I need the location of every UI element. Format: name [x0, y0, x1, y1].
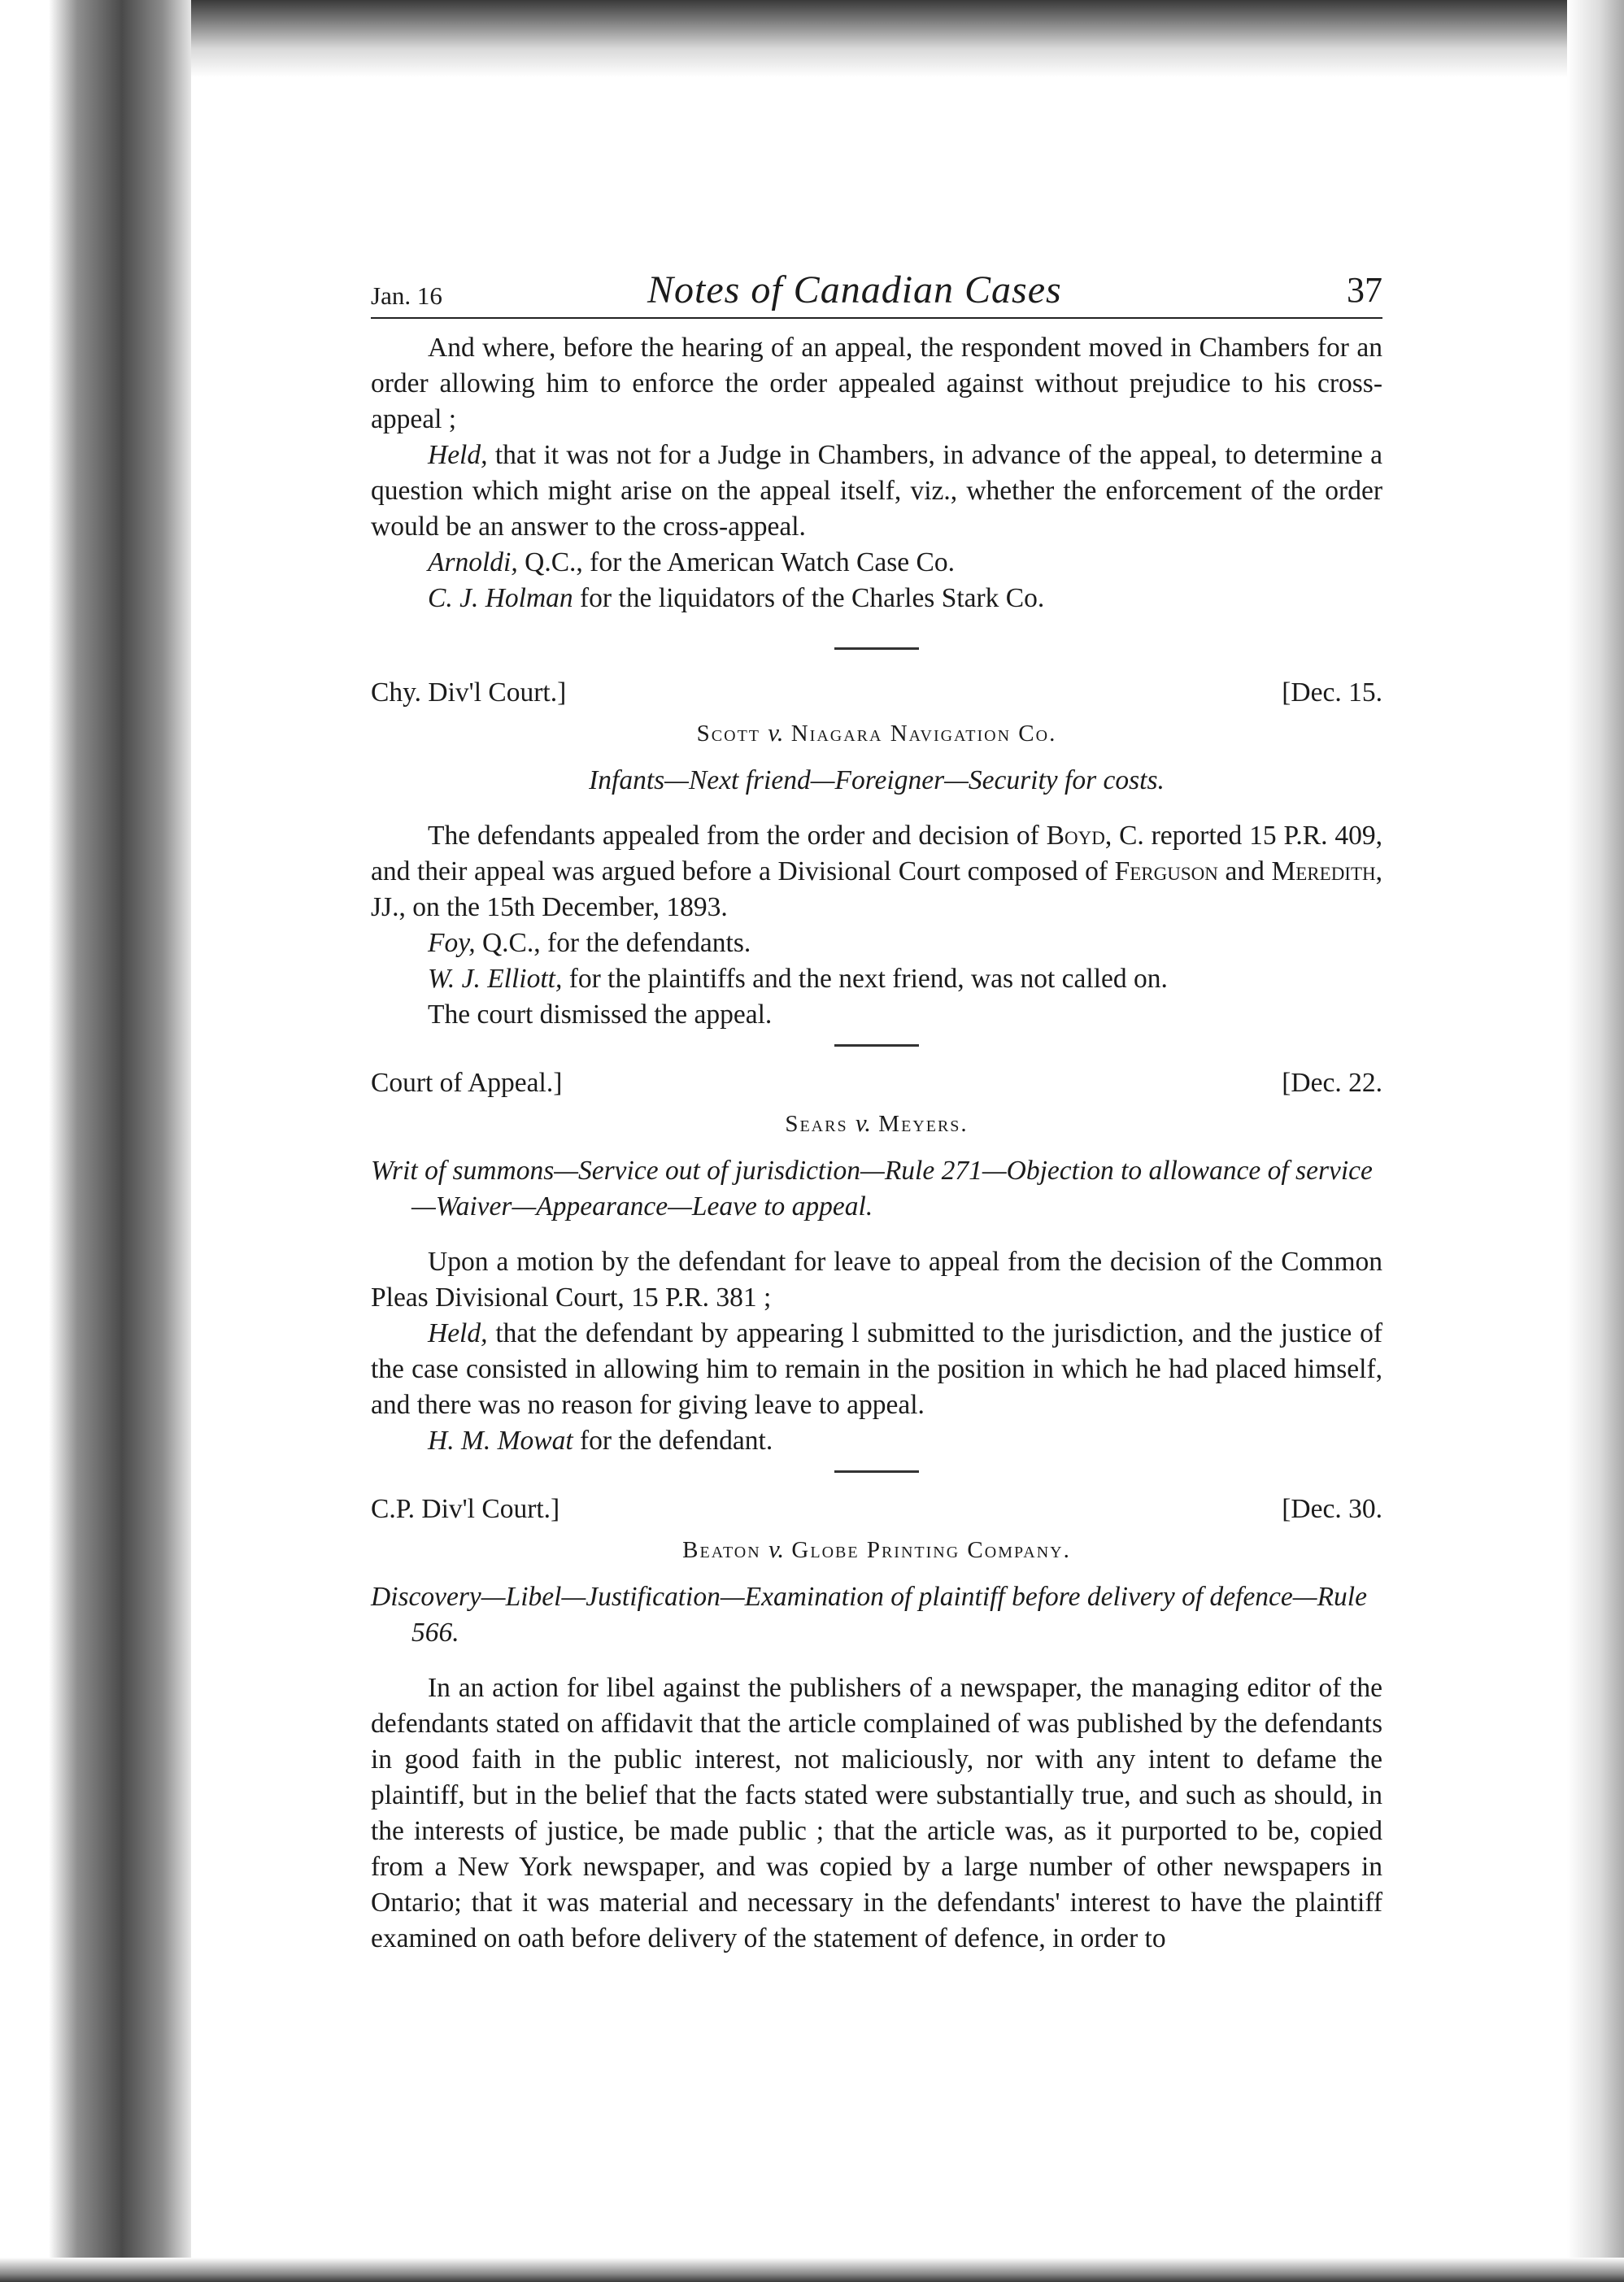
- paragraph-text: that it was not for a Judge in Chambers, in advance of the appeal, to determine a question which might arise on the appeal itself, viz., whether the enforcement of the order would be an answer to the cross-appeal.: [371, 440, 1382, 542]
- page-number: 37: [1347, 270, 1382, 310]
- case-beaton-v-globe: [371, 1491, 1382, 1957]
- judge-name: Ferguson: [1114, 856, 1218, 886]
- section-divider: [834, 1470, 919, 1473]
- party-name: Meyers.: [878, 1111, 969, 1137]
- party-name: Niagara Navigation Co.: [790, 721, 1057, 747]
- counsel-line: [371, 961, 1382, 997]
- counsel-line: [371, 1423, 1382, 1459]
- section-divider: [834, 1044, 919, 1047]
- document-page: [371, 260, 1382, 1957]
- headnote: Writ of summons—Service out of jurisdiction—Rule 271—Objection to allowance of service—Waiver—Appearance—Leave to appeal.: [371, 1156, 1373, 1222]
- judge-name: Meredith: [1271, 856, 1376, 886]
- counsel-line: [371, 925, 1382, 961]
- headnote: Infants—Next friend—Foreigner—Security for costs.: [589, 765, 1165, 795]
- party-name: Scott: [696, 721, 761, 747]
- held-label: Held,: [428, 440, 488, 470]
- party-name: Sears: [785, 1111, 848, 1137]
- counsel-name: H. M. Mowat: [428, 1426, 573, 1456]
- counsel-name: Arnoldi,: [428, 547, 518, 577]
- court-line: [371, 674, 1382, 712]
- scan-shadow-bottom: [0, 2258, 1624, 2282]
- headnote: Discovery—Libel—Justification—Examination of plaintiff before delivery of defence—Rule 566.: [371, 1582, 1367, 1648]
- section-divider: [834, 647, 919, 650]
- scan-shadow-right: [1567, 0, 1624, 2282]
- scan-shadow-left: [0, 0, 191, 2282]
- party-name: Globe Printing Company.: [791, 1537, 1071, 1563]
- versus: v.: [768, 1535, 785, 1563]
- paragraph: Upon a motion by the defendant for leave to appeal from the decision of the Common Pleas Divisional Court, 15 P.R. 381 ;: [371, 1247, 1382, 1313]
- counsel-text: for the defendant.: [573, 1426, 773, 1456]
- court-name: Chy. Div'l Court.]: [371, 677, 567, 708]
- text-run: , JJ., on the 15th December, 1893.: [371, 856, 1382, 922]
- counsel-text: Q.C., for the defendants.: [475, 928, 751, 958]
- court-name: C.P. Div'l Court.]: [371, 1494, 560, 1524]
- paragraph: [371, 1316, 1382, 1423]
- counsel-name: W. J. Elliott,: [428, 964, 563, 994]
- counsel-name: Foy,: [428, 928, 476, 958]
- case-date: [Dec. 22.: [1282, 1068, 1382, 1098]
- counsel-text: Q.C., for the American Watch Case Co.: [517, 547, 955, 577]
- text-run: , C. reported 15 P.R. 409, and their appeal was argued before a Divisional Court composed of: [371, 821, 1382, 886]
- party-name: Beaton: [682, 1537, 761, 1563]
- case-title: [371, 1531, 1382, 1568]
- case-date: [Dec. 30.: [1282, 1494, 1382, 1524]
- court-line: [371, 1491, 1382, 1528]
- text-run: The defendants appealed from the order and decision of: [428, 821, 1047, 851]
- running-head-title: Notes of Canadian Cases: [647, 268, 1062, 311]
- counsel-text: for the liquidators of the Charles Stark Co.: [573, 583, 1045, 613]
- case-sears-v-meyers: [371, 1065, 1382, 1459]
- counsel-name: C. J. Holman: [428, 583, 573, 613]
- judge-name: Boyd: [1046, 821, 1105, 851]
- versus: v.: [855, 1108, 872, 1137]
- section-continued: [371, 330, 1382, 616]
- court-line: [371, 1065, 1382, 1102]
- versus: v.: [768, 718, 784, 747]
- case-title: [371, 715, 1382, 751]
- paragraph: [371, 438, 1382, 545]
- paragraph: The court dismissed the appeal.: [428, 999, 773, 1030]
- paragraph: [371, 818, 1382, 925]
- case-date: [Dec. 15.: [1282, 677, 1382, 708]
- court-name: Court of Appeal.]: [371, 1068, 563, 1098]
- case-scott-v-niagara: [371, 674, 1382, 1033]
- paragraph: In an action for libel against the publishers of a newspaper, the managing editor of the defendants stated on affidavit that the article complained of was published by the defendants in good faith in the public interest, not maliciously, nor with any intent to defame the plaintiff, but in the belief that the facts stated were substantially true, and such as should, in the interests of justice, be made public ; that the article was, as it purported to be, copied from a New York newspaper, and was copied by a large number of other newspapers in Ontario; that it was material and necessary in the defendants' interest to have the plaintiff examined on oath before delivery of the statement of defence, in order to: [371, 1673, 1382, 1953]
- paragraph-text: that the defendant by appearing l submitted to the jurisdiction, and the justice of the case consisted in allowing him to remain in the position in which he had placed himself, and there was no reason for giving leave to appeal.: [371, 1318, 1382, 1420]
- held-label: Held,: [428, 1318, 488, 1348]
- running-head-date: Jan. 16: [371, 281, 442, 310]
- scan-shadow-top: [0, 0, 1624, 77]
- text-run: and: [1217, 856, 1272, 886]
- case-title: [371, 1105, 1382, 1142]
- running-head: [371, 260, 1382, 319]
- paragraph: And where, before the hearing of an appeal, the respondent moved in Chambers for an order allowing him to enforce the order appealed against without prejudice to his cross-appeal ;: [371, 333, 1382, 434]
- counsel-line: [371, 581, 1382, 616]
- counsel-line: [371, 545, 1382, 581]
- counsel-text: for the plaintiffs and the next friend, was not called on.: [562, 964, 1168, 994]
